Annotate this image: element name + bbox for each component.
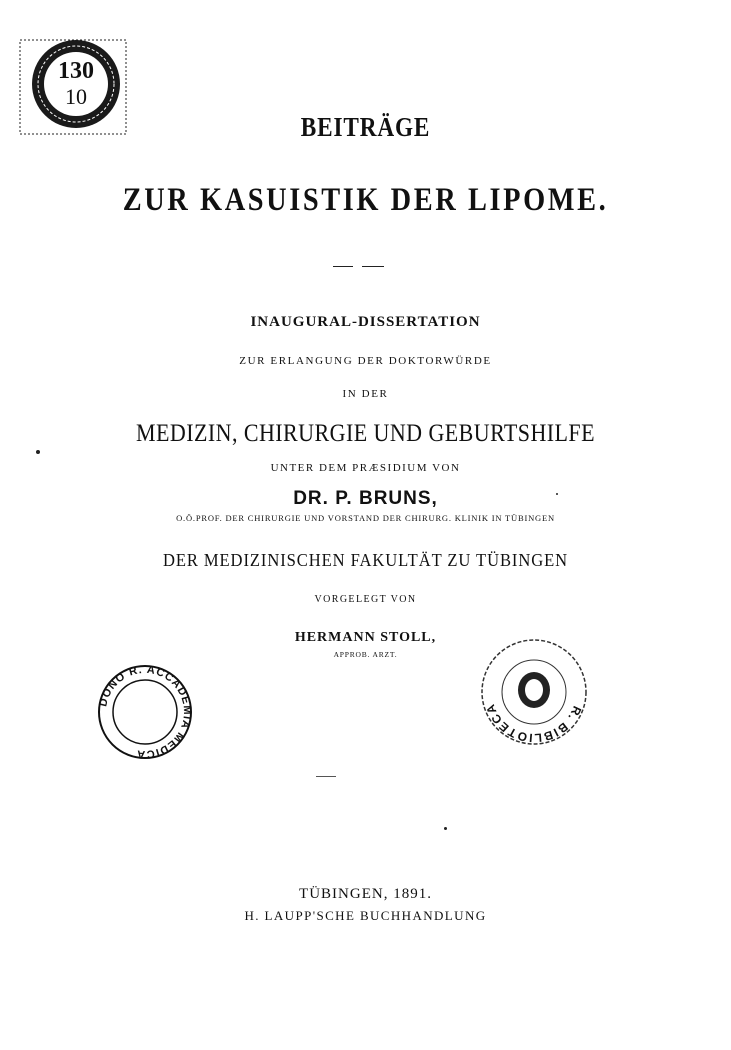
stamp-number-1: 130 <box>58 58 94 84</box>
faculty-fields: MEDIZIN, CHIRURGIE UND GEBURTSHILFE <box>136 420 595 447</box>
scan-speck <box>444 827 447 830</box>
submitted-by: VORGELEGT VON <box>314 594 417 605</box>
scan-speck <box>36 450 40 454</box>
small-rule <box>316 776 336 777</box>
scan-speck <box>556 493 558 495</box>
dono-stamp-text: DONO R. ACCADEMIA MEDICA <box>97 663 194 760</box>
divider-rule-left <box>333 266 353 267</box>
author-name: HERMANN STOLL, <box>294 630 437 645</box>
president-title: O.Ö.PROF. DER CHIRURGIE UND VORSTAND DER CHIRURG. KLINIK IN TÜBINGEN <box>176 513 555 523</box>
biblioteca-stamp-text: R. BIBLIOTECA <box>482 701 585 746</box>
imprint-place-year: TÜBINGEN, 1891. <box>299 886 432 902</box>
library-stamp-top-left <box>18 38 130 138</box>
in-der-line: IN DER <box>342 388 389 400</box>
title-line-1: BEITRÄGE <box>300 112 431 142</box>
coat-of-arms-shield <box>525 679 543 701</box>
divider-rule-right <box>362 266 384 267</box>
title-line-2: ZUR KASUISTIK DER LIPOME. <box>122 182 609 218</box>
biblioteca-stamp <box>474 632 594 752</box>
dono-stamp <box>90 660 200 760</box>
stamp-number-2: 10 <box>65 84 87 109</box>
dono-inner-ring <box>113 680 177 744</box>
dissertation-purpose: ZUR ERLANGUNG DER DOKTORWÜRDE <box>239 355 492 367</box>
faculty-name: DER MEDIZINISCHEN FAKULTÄT ZU TÜBINGEN <box>162 550 569 570</box>
president-name: DR. P. BRUNS, <box>293 488 438 509</box>
dissertation-type: INAUGURAL-DISSERTATION <box>250 314 481 330</box>
imprint-publisher: H. LAUPP'SCHE BUCHHANDLUNG <box>244 908 487 923</box>
author-title: APPROB. ARZT. <box>333 650 398 659</box>
under-presidency: UNTER DEM PRÆSIDIUM VON <box>270 462 461 474</box>
